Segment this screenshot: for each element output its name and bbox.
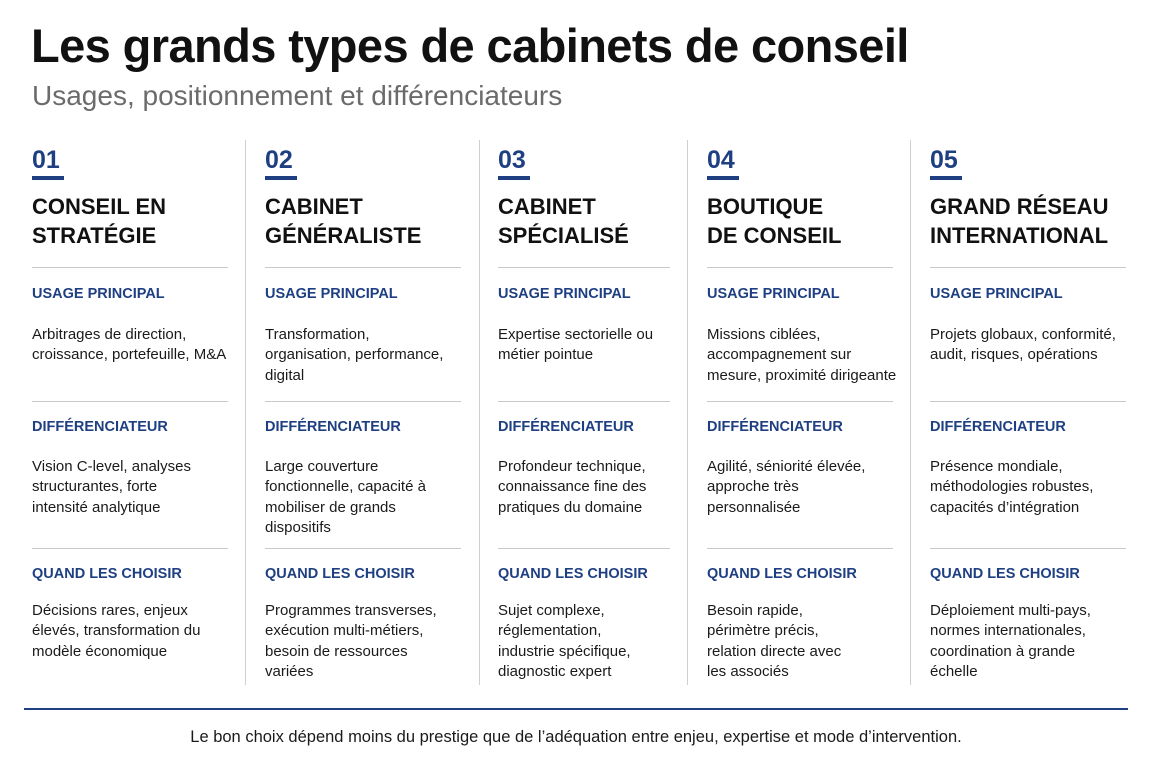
page-subtitle: Usages, positionnement et différenciateurs — [32, 80, 563, 111]
page-title: Les grands types de cabinets de conseil — [31, 19, 909, 72]
diff-label: DIFFÉRENCIATEUR — [498, 419, 634, 435]
usage-label: USAGE PRINCIPAL — [498, 286, 631, 302]
divider — [265, 401, 461, 402]
diff-text: Profondeur technique, connaissance fine des pratiques du domaine — [498, 458, 647, 516]
when-label: QUAND LES CHOISIR — [498, 566, 648, 582]
usage-label: USAGE PRINCIPAL — [265, 286, 398, 302]
when-text: Déploiement multi-pays, normes internationales, coordination à grande échelle — [930, 602, 1091, 680]
divider — [32, 401, 228, 402]
diff-label: DIFFÉRENCIATEUR — [265, 419, 401, 435]
column-generalist — [265, 140, 465, 685]
footer-divider — [24, 708, 1128, 710]
divider — [265, 267, 461, 268]
diff-text: Vision C-level, analyses structurantes, forte intensité analytique — [32, 458, 191, 516]
column-boutique — [707, 140, 897, 685]
divider — [930, 267, 1126, 268]
number-underline — [265, 176, 297, 180]
diff-label: DIFFÉRENCIATEUR — [32, 419, 168, 435]
divider — [265, 548, 461, 549]
usage-label: USAGE PRINCIPAL — [930, 286, 1063, 302]
diff-text: Agilité, séniorité élevée, approche très personnalisée — [707, 458, 866, 516]
divider — [498, 401, 670, 402]
column-network — [930, 140, 1130, 685]
diff-label: DIFFÉRENCIATEUR — [707, 419, 843, 435]
divider — [498, 548, 670, 549]
column-number: 01 — [32, 146, 60, 174]
column-title: GRAND RÉSEAU INTERNATIONAL — [930, 194, 1109, 248]
diff-label: DIFFÉRENCIATEUR — [930, 419, 1066, 435]
divider — [707, 401, 893, 402]
usage-text: Transformation, organisation, performance, digital — [265, 326, 444, 384]
diff-text: Large couverture fonctionnelle, capacité à mobiliser de grands dispositifs — [265, 458, 426, 536]
divider — [930, 548, 1126, 549]
usage-label: USAGE PRINCIPAL — [707, 286, 840, 302]
column-title: CONSEIL EN STRATÉGIE — [32, 194, 167, 248]
divider — [707, 548, 893, 549]
when-text: Décisions rares, enjeux élevés, transformation du modèle économique — [32, 602, 201, 660]
column-number: 04 — [707, 146, 735, 174]
column-title: BOUTIQUE DE CONSEIL — [707, 194, 842, 248]
footer-note: Le bon choix dépend moins du prestige que de l’adéquation entre enjeu, expertise et mode d’intervention. — [190, 728, 962, 746]
number-underline — [498, 176, 530, 180]
divider — [32, 548, 228, 549]
divider — [707, 267, 893, 268]
usage-text: Projets globaux, conformité, audit, risques, opérations — [930, 326, 1116, 364]
diff-text: Présence mondiale, méthodologies robustes, capacités d’intégration — [930, 458, 1094, 516]
when-text: Besoin rapide, périmètre précis, relation directe avec les associés — [707, 602, 842, 680]
column-number: 03 — [498, 146, 526, 174]
when-label: QUAND LES CHOISIR — [707, 566, 857, 582]
divider — [498, 267, 670, 268]
column-strategy — [32, 140, 232, 685]
usage-label: USAGE PRINCIPAL — [32, 286, 165, 302]
divider — [930, 401, 1126, 402]
when-label: QUAND LES CHOISIR — [265, 566, 415, 582]
column-divider — [479, 140, 480, 685]
column-title: CABINET GÉNÉRALISTE — [265, 194, 422, 248]
column-specialist — [498, 140, 673, 685]
usage-text: Expertise sectorielle ou métier pointue — [498, 326, 654, 364]
when-text: Programmes transverses, exécution multi-métiers, besoin de ressources variées — [265, 602, 437, 680]
when-label: QUAND LES CHOISIR — [32, 566, 182, 582]
number-underline — [707, 176, 739, 180]
divider — [32, 267, 228, 268]
column-divider — [687, 140, 688, 685]
usage-text: Arbitrages de direction, croissance, portefeuille, M&A — [32, 326, 227, 364]
when-label: QUAND LES CHOISIR — [930, 566, 1080, 582]
number-underline — [32, 176, 64, 180]
usage-text: Missions ciblées, accompagnement sur mesure, proximité dirigeante — [707, 326, 897, 384]
column-title: CABINET SPÉCIALISÉ — [498, 194, 629, 248]
number-underline — [930, 176, 962, 180]
column-divider — [910, 140, 911, 685]
column-number: 02 — [265, 146, 293, 174]
column-number: 05 — [930, 146, 958, 174]
when-text: Sujet complexe, réglementation, industrie spécifique, diagnostic expert — [498, 602, 631, 680]
column-divider — [245, 140, 246, 685]
